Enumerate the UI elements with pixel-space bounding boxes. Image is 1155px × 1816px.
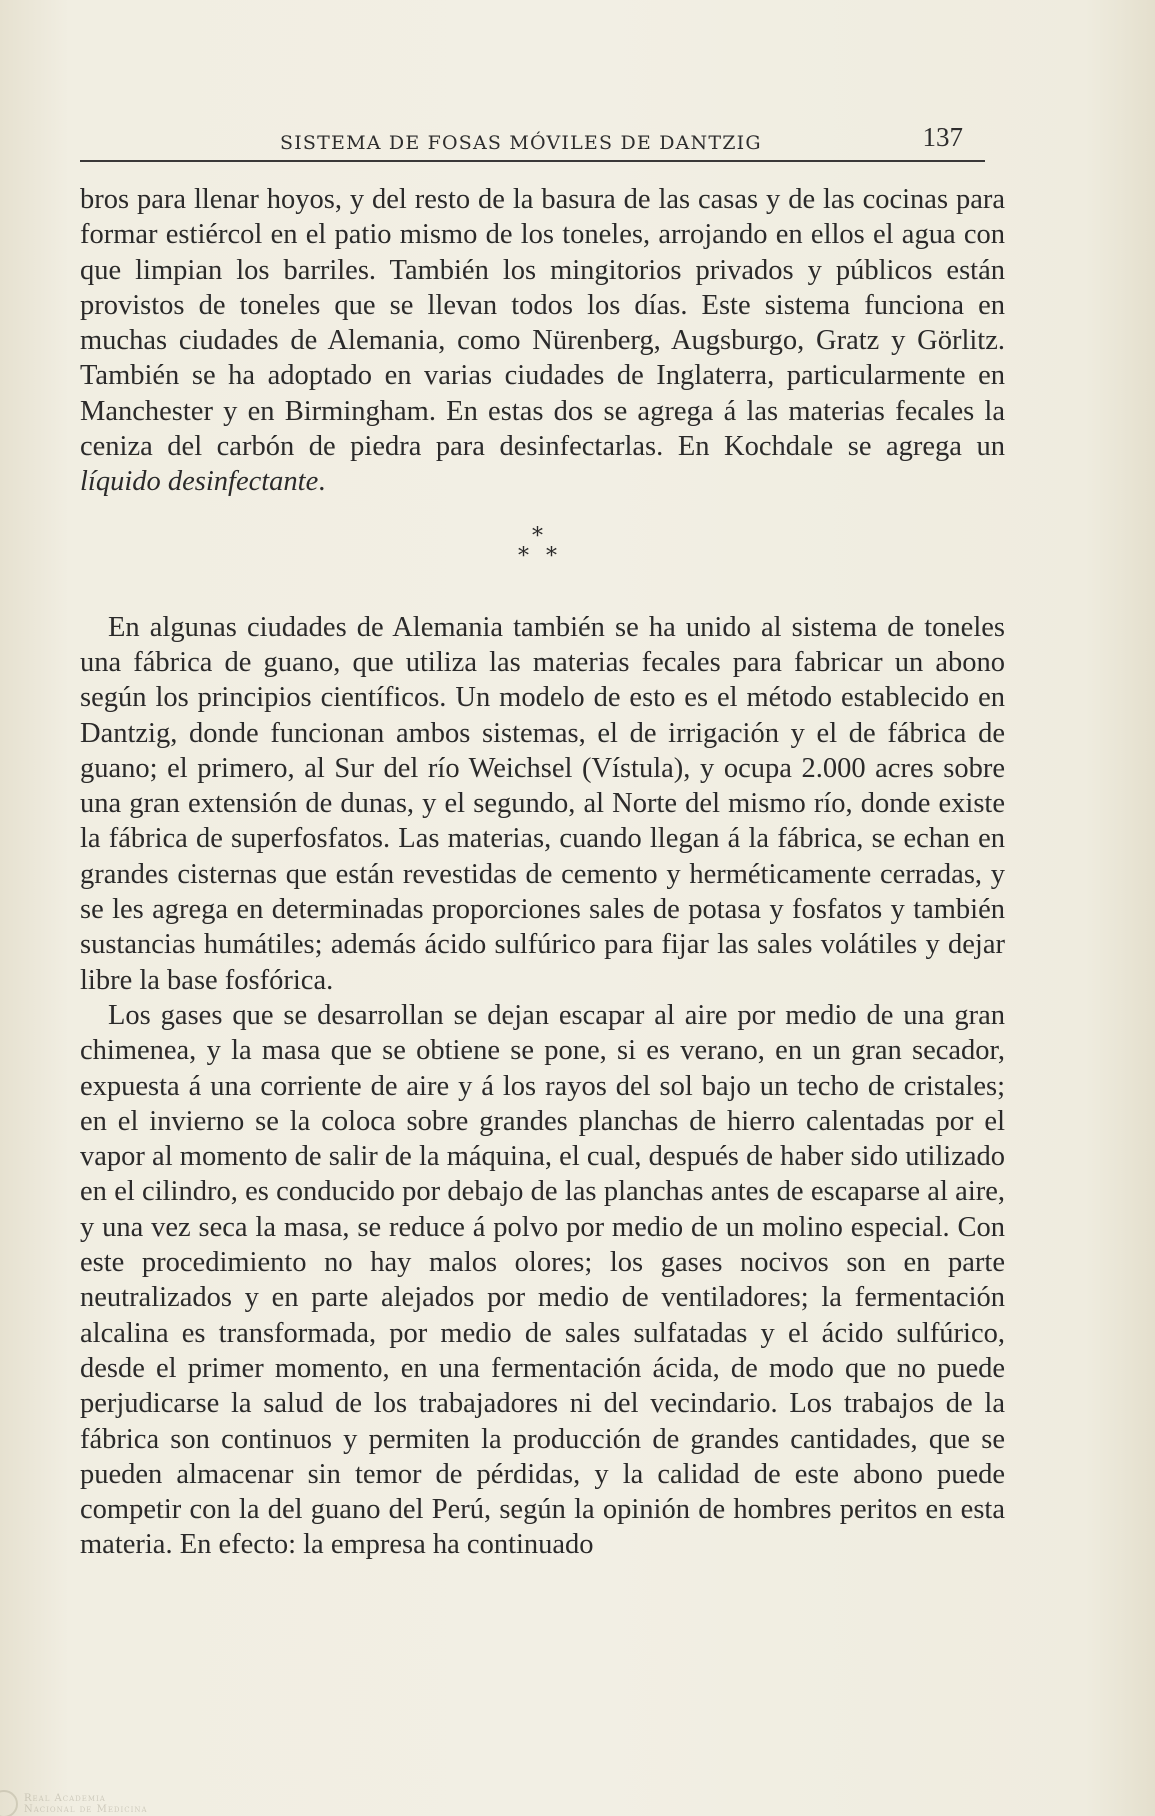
watermark-line-1: Real Academia xyxy=(24,1793,106,1804)
library-watermark xyxy=(0,1790,148,1816)
page-header xyxy=(80,120,985,162)
paragraph-dantzig-method: En algunas ciudades de Alemania también se ha unido al sistema de toneles una fábrica de guano, que utiliza las materias fecales para fabricar un abono según los principios científicos. Un modelo de esto es el método establecido en Dantzig, donde funcionan ambos sistemas, el de irrigación y el de fábrica de guano; el primero, al Sur del río Weichsel (Vístula), y ocupa 2.000 acres sobre una gran extensión de dunas, y el segundo, al Norte del mismo río, donde existe la fábrica de superfosfatos. Las materias, cuando llegan á la fábrica, se echan en grandes cisternas que están revestidas de cemento y herméticamente cerradas, y se les agrega en determinadas proporciones sales de potasa y fosfatos y también sustancias humátiles; además ácido sulfúrico para fijar las sales volátiles y dejar libre la base fosfórica. xyxy=(80,611,1005,996)
seal-icon xyxy=(0,1790,18,1816)
paragraph-text: bros para llenar hoyos, y del resto de la basura de las casas y de las cocinas para formar estiércol en el patio mismo de los toneles, arrojando en ellos el agua con que limpian los barriles. También los mingitorios privados y públicos están provistos de toneles que se llevan todos los días. Este sistema funciona en muchas ciudades de Alemania, como Nürenberg, Augsburgo, Gratz y Görlitz. También se ha adoptado en varias ciudades de Inglaterra, particularmente en Manchester y en Birmingham. En estas dos se agrega á las materias fecales la ceniza del carbón de piedra para desinfectarlas. En Kochdale se agrega un xyxy=(80,184,1005,463)
asterism-star: * xyxy=(532,523,543,549)
paragraph-continuation xyxy=(80,182,1005,500)
page-body xyxy=(80,182,1005,1563)
section-asterism xyxy=(80,500,1005,610)
watermark-text xyxy=(24,1793,148,1815)
emphasized-term: líquido desinfectante xyxy=(80,466,319,498)
asterism-star: * xyxy=(546,543,557,569)
watermark-line-2: Nacional de Medicina xyxy=(24,1804,148,1815)
asterism-star: * xyxy=(518,543,529,569)
paragraph-gas-process: Los gases que se desarrollan se dejan escapar al aire por medio de una gran chimenea, y la masa que se obtiene se pone, si es verano, en un gran secador, expuesta á una corriente de aire y á los rayos del sol bajo un techo de cristales; en el invierno se la coloca sobre grandes planchas de hierro calentadas por el vapor al momento de salir de la máquina, el cual, después de haber sido utilizado en el cilindro, es conducido por debajo de las planchas antes de escaparse al aire, y una vez seca la masa, se reduce á polvo por medio de un molino especial. Con este procedimiento no hay malos olores; los gases nocivos son en parte neutralizados y en parte alejados por medio de ventiladores; la fermentación alcalina es transformada, por medio de sales sulfatadas y el ácido sulfúrico, desde el primer momento, en una fermentación ácida, de modo que no puede perjudicarse la salud de los trabajadores ni del vecindario. Los trabajos de la fábrica son continuos y permiten la producción de grandes cantidades, que se pueden almacenar sin temor de pérdidas, y la calidad de este abono puede competir con la del guano del Perú, según la opinión de hombres peritos en esta materia. En efecto: la empresa ha continuado xyxy=(80,999,1005,1561)
paragraph-end: . xyxy=(318,466,326,498)
page-number: 137 xyxy=(922,122,963,152)
running-title: SISTEMA DE FOSAS MÓVILES DE DANTZIG xyxy=(280,132,762,154)
